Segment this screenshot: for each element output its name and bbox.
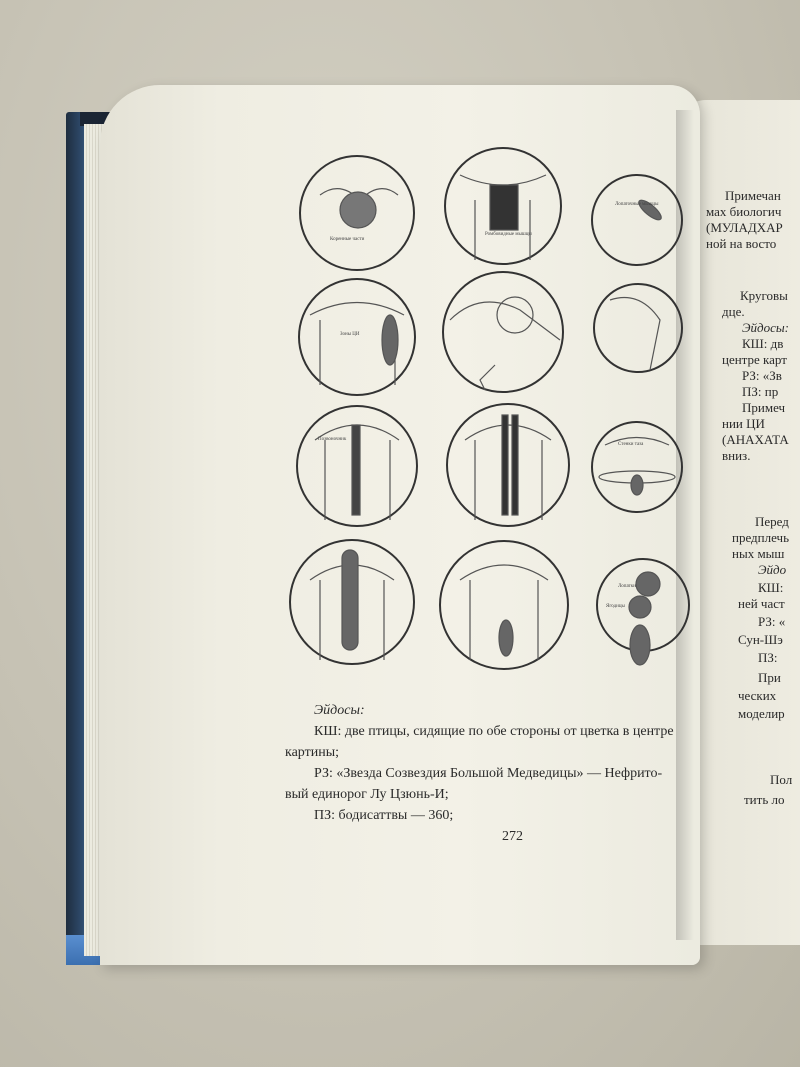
right-line-25: При bbox=[758, 670, 781, 685]
right-line-14: (АНАХАТА bbox=[722, 432, 789, 447]
svg-text:Коренные части: Коренные части bbox=[330, 237, 365, 242]
right-line-6: дце. bbox=[722, 304, 745, 319]
right-line-5: Круговы bbox=[740, 288, 788, 303]
right-line-7: Эйдосы: bbox=[742, 320, 789, 335]
right-line-19: Эйдо bbox=[758, 562, 787, 577]
text-line-3: РЗ: «Звезда Созвездия Большой Медведицы» — Нефрито- bbox=[314, 766, 663, 781]
right-line-17: предплечь bbox=[732, 530, 790, 545]
right-line-26: ческих bbox=[738, 688, 777, 703]
right-line-1: Примечан bbox=[725, 188, 781, 203]
svg-text:Лопаточные мышцы: Лопаточные мышцы bbox=[615, 202, 659, 207]
right-line-24: ПЗ: bbox=[758, 650, 778, 665]
right-line-8: КШ: дв bbox=[742, 336, 784, 351]
right-line-15: вниз. bbox=[722, 448, 751, 463]
right-line-23: Сун-Шэ bbox=[738, 632, 783, 647]
right-line-11: ПЗ: пр bbox=[742, 384, 779, 399]
right-line-16: Перед bbox=[755, 514, 789, 529]
right-line-18: ных мыш bbox=[732, 546, 785, 561]
svg-text:Позвоночник: Позвоночник bbox=[318, 437, 347, 442]
svg-text:Стенки таза: Стенки таза bbox=[618, 442, 644, 447]
right-line-12: Примеч bbox=[742, 400, 786, 415]
body-diagram-grid bbox=[280, 140, 700, 680]
right-line-27: моделир bbox=[738, 706, 785, 721]
page-number: 272 bbox=[502, 829, 523, 844]
eidosy-heading: Эйдосы: bbox=[314, 703, 365, 718]
right-line-2: мах биологич bbox=[706, 204, 782, 219]
svg-text:Ромбовидные мышцы: Ромбовидные мышцы bbox=[485, 232, 532, 237]
right-line-29: тить ло bbox=[744, 792, 785, 807]
right-line-21: ней част bbox=[738, 596, 785, 611]
eidosy-text-block bbox=[285, 700, 705, 826]
right-line-9: центре карт bbox=[722, 352, 787, 367]
right-line-3: (МУЛАДХАР bbox=[706, 220, 783, 235]
right-line-4: ной на восто bbox=[706, 236, 777, 251]
right-line-28: Пол bbox=[770, 772, 793, 787]
svg-text:Ягодицы: Ягодицы bbox=[606, 604, 625, 609]
right-line-22: РЗ: « bbox=[758, 614, 786, 629]
text-line-4: вый единорог Лу Цзюнь-И; bbox=[285, 787, 449, 802]
right-line-13: нии ЦИ bbox=[722, 416, 765, 431]
svg-text:Зоны ЦИ: Зоны ЦИ bbox=[340, 332, 360, 337]
right-line-10: РЗ: «Зв bbox=[742, 368, 782, 383]
text-line-2: картины; bbox=[285, 745, 340, 760]
right-line-20: КШ: bbox=[758, 580, 784, 595]
svg-text:Лопатки: Лопатки bbox=[618, 584, 636, 589]
text-line-1: КШ: две птицы, сидящие по обе стороны от цветка в центре bbox=[314, 724, 674, 739]
text-line-5: ПЗ: бодисаттвы — 360; bbox=[314, 808, 454, 823]
